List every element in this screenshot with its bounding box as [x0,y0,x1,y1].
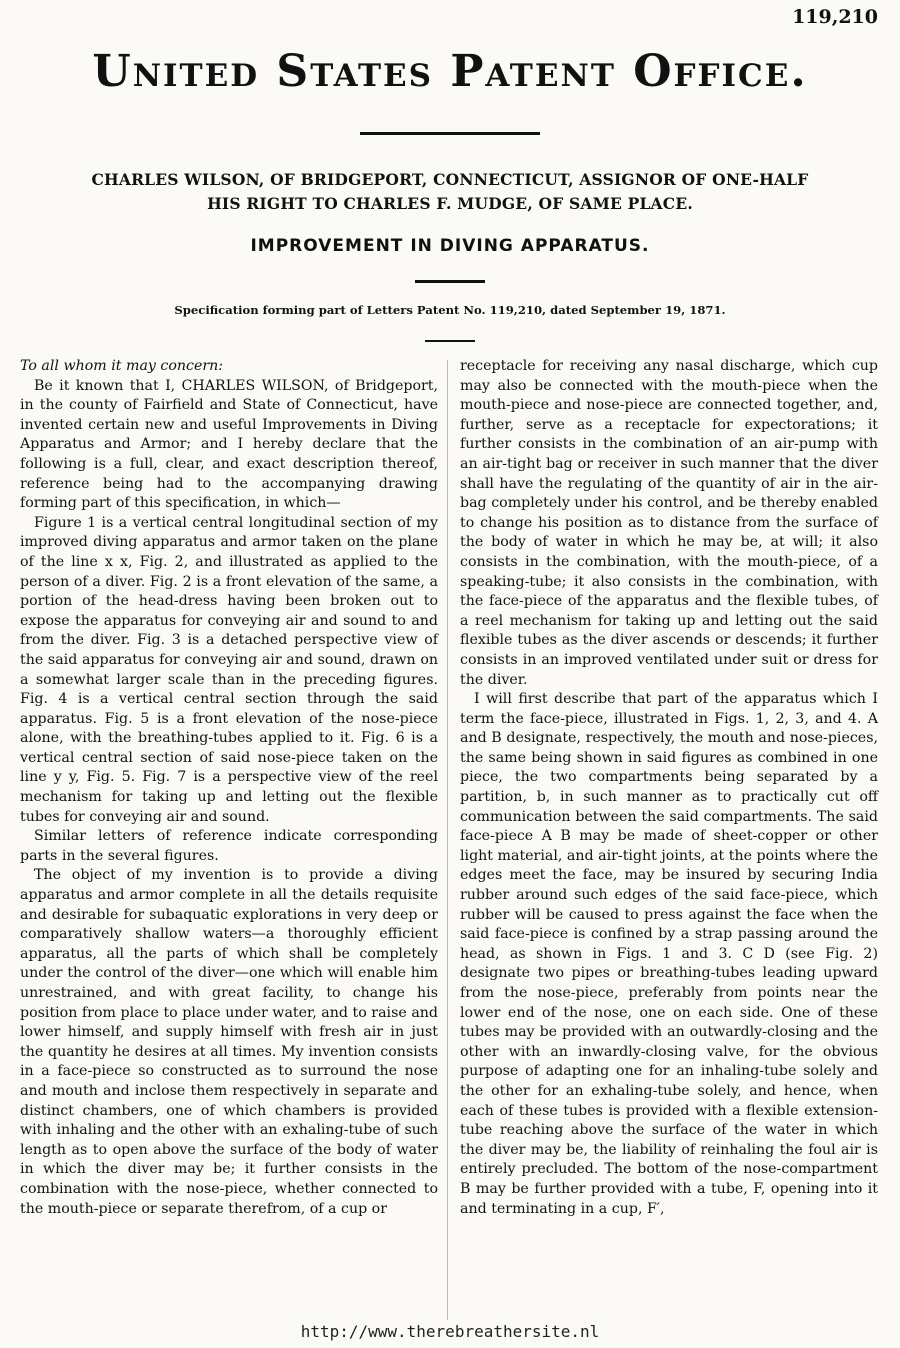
assignor-block [30,168,870,216]
paragraph: I will first describe that part of the apparatus which I term the face-piece, illustrated in Figs. 1, 2, 3, and 4. A and B designate, respectively, the mouth and nose-pieces, the same being shown in said figures as combined in one piece, the two compartments being separated by a partition, b, in such manner as to practically cut off communication between the said compartments. The said face-piece A B may be made of sheet-copper or other light material, and air-tight joints, at the points where the edges meet the face, may be insured by securing India rubber around such edges of the said face-piece, which rubber will be caused to press against the face when the said face-piece is confined by a strap passing around the head, as shown in Figs. 1 and 3. C D (see Fig. 2) designate two pipes or breathing-tubes leading upward from the nose-piece, preferably from points near the lower end of the nose, one on each side. One of these tubes may be provided with an outwardly-closing and the other with an inwardly-closing valve, for the obvious purpose of adapting one for an inhaling-tube solely and the other for an exhaling-tube solely, and hence, when each of these tubes is provided with a flexible extension-tube reaching above the surface of the water in which the diver may be, the liability of reinhaling the foul air is entirely precluded. The bottom of the nose-compartment B may be further provided with a tube, F, opening into it and terminating in a cup, F′, [460,691,878,1217]
assignor-line-2: HIS RIGHT TO CHARLES F. MUDGE, OF SAME PLACE. [207,194,693,213]
assignor-line-1: CHARLES WILSON, OF BRIDGEPORT, CONNECTICUT, ASSIGNOR OF ONE-HALF [91,170,809,189]
paragraph: The object of my invention is to provide a diving apparatus and armor complete in all the details requisite and desirable for subaquatic explorations in very deep or comparatively shallow waters—a thoroughly efficient apparatus, all the parts of which shall be completely under the control of the diver—one which will enable him unrestrained, and with great facility, to change his position from place to place under water, and to raise and lower himself, and supply himself with fresh air in just the quantity he desires at all times. My invention consists in a face-piece so constructed as to surround the nose and mouth and inclose them respectively in separate and distinct chambers, one of which chambers is provided with inhaling and the other with an exhaling-tube of such length as to open above the surface of the body of water in which the diver may be; it further consists in the combination with the nose-piece, whether connected to the mouth-piece or separate therefrom, of a cup or [20,867,438,1217]
column-divider [447,360,448,1320]
spec-rule [425,340,475,342]
paragraph: Be it known that I, CHARLES WILSON, of Bridgeport, in the county of Fairfield and State of Connecticut, have invented certain new and useful Improvements in Diving Apparatus and Armor; and I hereby declare that the following is a full, clear, and exact description thereof, reference being had to the accompanying drawing forming part of this specification, in which— [20,377,438,512]
paragraph: Similar letters of reference indicate corresponding parts in the several figures. [20,828,438,864]
source-url: http://www.therebreathersite.nl [300,1322,600,1341]
salutation: To all whom it may concern: [20,358,224,374]
patent-number: 119,210 [792,6,878,28]
title-rule [360,132,540,135]
right-column [460,357,878,1219]
office-title: United States Patent Office. [92,46,808,97]
improvement-heading: IMPROVEMENT IN DIVING APPARATUS. [250,236,650,256]
paragraph: Figure 1 is a vertical central longitudinal section of my improved diving apparatus and armor taken on the plane of the line x x, Fig. 2, and illustrated as applied to the person of a diver. Fig. 2 is a front elevation of the same, a portion of the head-dress having been broken out to expose the apparatus for conveying air and sound to and from the diver. Fig. 3 is a detached perspective view of the said apparatus for conveying air and sound, drawn on a somewhat larger scale than in the preceding figures. Fig. 4 is a vertical central section through the said apparatus. Fig. 5 is a front elevation of the nose-piece alone, with the breathing-tubes applied to it. Fig. 6 is a vertical central section of said nose-piece taken on the line y y, Fig. 5. Fig. 7 is a perspective view of the reel mechanism for taking up and letting out the flexible tubes for conveying air and sound. [20,514,438,825]
left-column [20,357,438,1219]
improvement-rule [415,280,485,283]
specification-line: Specification forming part of Letters Patent No. 119,210, dated September 19, 1871. [174,303,726,317]
paragraph: receptacle for receiving any nasal discharge, which cup may also be connected with the mouth-piece when the mouth-piece and nose-piece are connected together, and, further, serve as a receptacle for expectorations; it further consists in the combination of an air-pump with an air-tight bag or receiver in such manner that the diver shall have the regulating of the quantity of air in the air-bag completely under his control, and be thereby enabled to change his position as to distance from the surface of the body of water in which he may be, at will; it also consists in the combination, with the mouth-piece, of a speaking-tube; it also consists in the combination, with the face-piece of the apparatus and the flexible tubes, of a reel mechanism for taking up and letting out the said flexible tubes as the diver ascends or descends; it further consists in an improved ventilated under suit or dress for the diver. [460,358,878,688]
